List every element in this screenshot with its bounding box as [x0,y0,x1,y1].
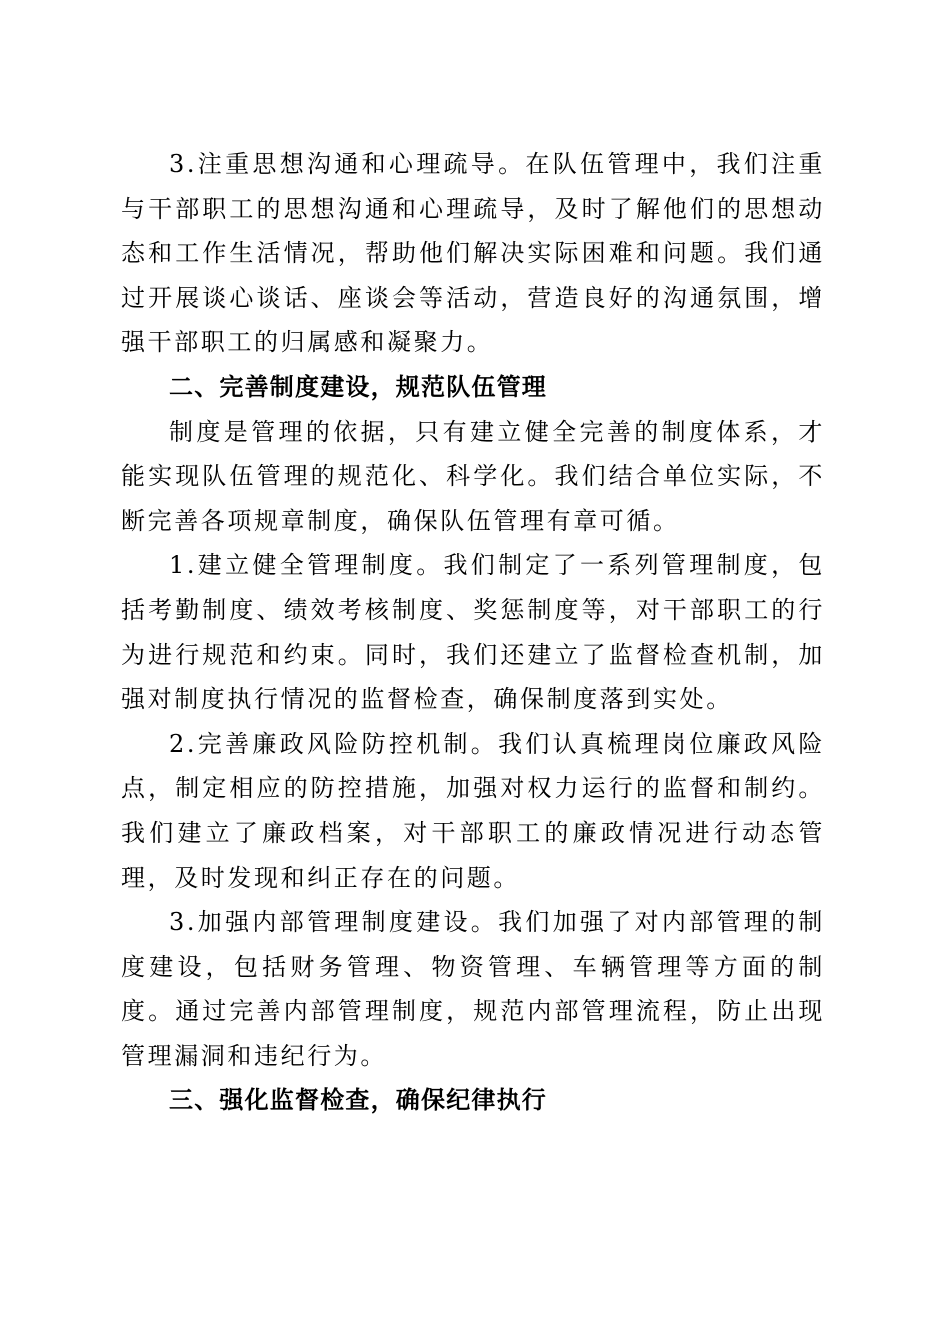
section-heading-3: 三、强化监督检查，确保纪律执行 [169,1086,547,1115]
paragraph-thought-communication: 3.注重思想沟通和心理疏导。在队伍管理中，我们注重与干部职工的思想沟通和心理疏导，及时了解他们的思想动态和工作生活情况，帮助他们解决实际困难和问题。我们通过开展谈心谈话、座谈会等活动，营造良好的沟通氛围，增强干部职工的归属感和凝聚力。 [121,150,825,357]
paragraph-internal-management: 3.加强内部管理制度建设。我们加强了对内部管理的制度建设，包括财务管理、物资管理、车辆管理等方面的制度。通过完善内部管理制度，规范内部管理流程，防止出现管理漏洞和违纪行为。 [121,908,825,1070]
paragraph-system-intro: 制度是管理的依据，只有建立健全完善的制度体系，才能实现队伍管理的规范化、科学化。我们结合单位实际，不断完善各项规章制度，确保队伍管理有章可循。 [121,417,825,535]
paragraph-integrity-risk: 2.完善廉政风险防控机制。我们认真梳理岗位廉政风险点，制定相应的防控措施，加强对权力运行的监督和制约。我们建立了廉政档案，对干部职工的廉政情况进行动态管理，及时发现和纠正存在的问题。 [121,729,825,892]
paragraph-management-system: 1.建立健全管理制度。我们制定了一系列管理制度，包括考勤制度、绩效考核制度、奖惩制度等，对干部职工的行为进行规范和约束。同时，我们还建立了监督检查机制，加强对制度执行情况的监督检查，确保制度落到实处。 [121,551,825,714]
section-heading-2: 二、完善制度建设，规范队伍管理 [169,372,547,401]
document-body [121,142,825,1123]
